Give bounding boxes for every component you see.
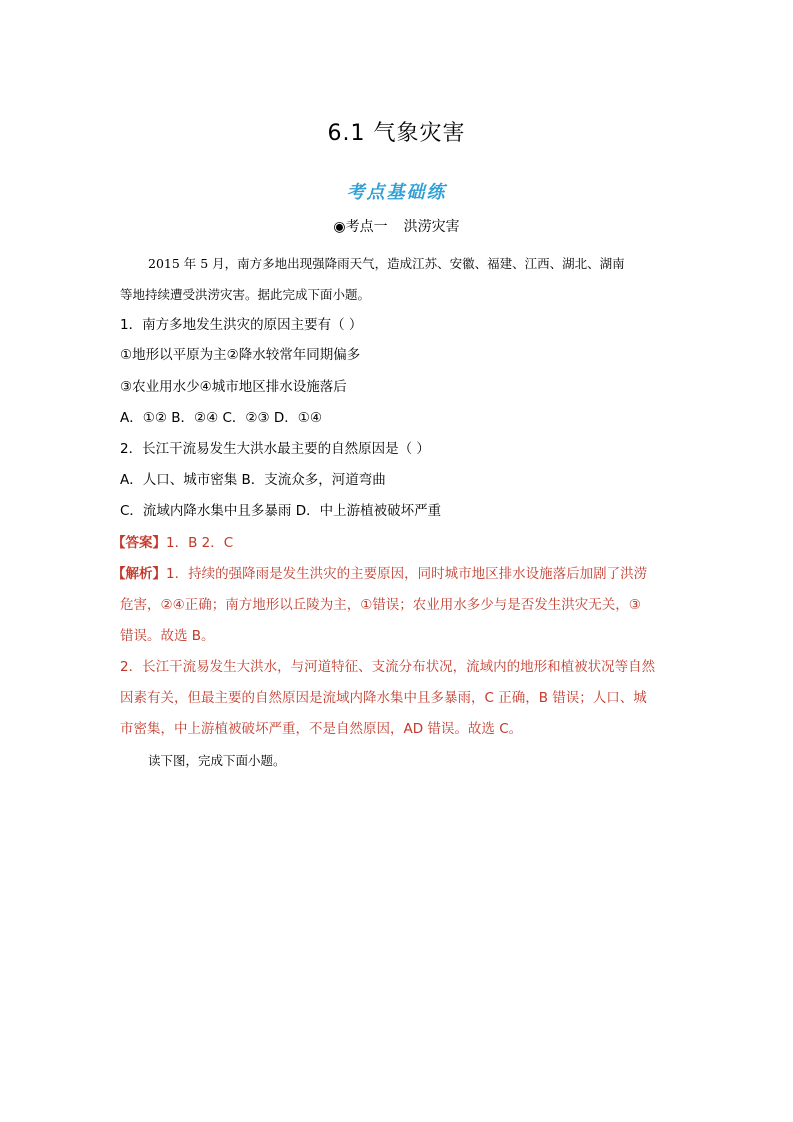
question-2-choices-1: A．人口、城市密集 B．支流众多，河道弯曲: [120, 472, 386, 488]
intro-line-1: 2015 年 5 月，南方多地出现强降雨天气，造成江苏、安徽、福建、江西、湖北、湖南: [148, 256, 625, 271]
answer-label: 【答案】: [112, 535, 166, 551]
analysis-line-2: 危害，②④正确；南方地形以丘陵为主，①错误；农业用水多少与是否发生洪灾无关，③: [120, 597, 641, 613]
section-name: 洪涝灾害: [403, 219, 460, 235]
question-1-choices: A．①② B．②④ C．②③ D．①④: [120, 410, 323, 426]
question-1-statement-b: ③农业用水少④城市地区排水设施落后: [120, 379, 347, 395]
section-marker: ◉考点一: [333, 219, 388, 235]
read-prompt: 读下图，完成下面小题。: [148, 753, 286, 768]
question-2-choices-2: C．流域内降水集中且多暴雨 D．中上游植被破坏严重: [120, 503, 442, 519]
analysis-line-3: 错误。故选 B。: [120, 628, 215, 644]
question-1: 1．南方多地发生洪灾的原因主要有（ ）: [120, 317, 363, 333]
analysis-line-4: 2．长江干流易发生大洪水，与河道特征、支流分布状况，流域内的地形和植被状况等自然: [120, 659, 656, 675]
analysis-line-1: [112, 565, 647, 583]
analysis-line-6: 市密集，中上游植被破坏严重，不是自然原因，AD 错误。故选 C。: [120, 721, 523, 737]
answer-line: [112, 534, 233, 552]
question-2: 2．长江干流易发生大洪水最主要的自然原因是（ ）: [120, 441, 430, 457]
question-1-statement-a: ①地形以平原为主②降水较常年同期偏多: [120, 347, 361, 363]
analysis-line-5: 因素有关，但最主要的自然原因是流域内降水集中且多暴雨，C 正确，B 错误；人口、城: [120, 690, 647, 706]
page-title: 6.1 气象灾害: [327, 121, 466, 146]
analysis-label: 【解析】: [112, 566, 166, 582]
answer-text: 1．B 2．C: [166, 535, 234, 551]
page-subtitle: 考点基础练: [346, 182, 447, 203]
analysis-text-1: 1．持续的强降雨是发生洪灾的主要原因，同时城市地区排水设施落后加剧了洪涝: [166, 566, 648, 582]
section-heading: [0, 216, 793, 236]
intro-line-2: 等地持续遭受洪涝灾害。据此完成下面小题。: [120, 287, 371, 302]
